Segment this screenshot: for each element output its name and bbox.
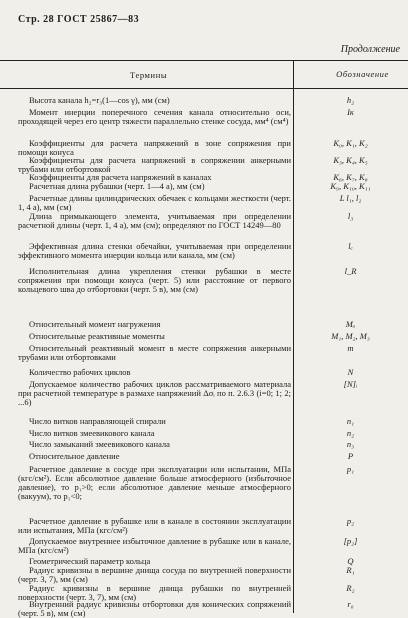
term-text: Расчетное давление в рубашке или в канале в состоянии эксплуатации или испытания, МПа (кгс/см²) [18, 516, 291, 535]
table-row [18, 517, 291, 535]
term-text: Допускаемое внутреннее избыточное давление в рубашке или в канале, МПа (кгс/см²) [18, 536, 291, 555]
symbol-text: K₃, K₄, K₅ [333, 155, 368, 165]
term-text: Радиус кривизны в вершине днища сосуда по внутренней поверхности (черт. 3, 7), мм (см) [18, 565, 291, 584]
table-row [18, 368, 291, 377]
term-text: Количество рабочих циклов [29, 367, 131, 377]
symbol-text: R₁ [346, 565, 355, 575]
table-row [18, 566, 291, 584]
symbol-text: m [347, 343, 354, 353]
symbol-text: K₉, K₁₀, K₁₁ [330, 181, 371, 191]
term-text: Исполнительная длина укрепления стенки рубашки в месте сопряжения при помощи конуса (черт. 5) или расстояние от первого кольцевого шва до отбортовки (черт. 5 в), мм (см) [18, 266, 291, 294]
term-text: Расчетные длины цилиндрических обечаек с кольцами жесткости (черт. 1, 4 а), мм (см) [18, 193, 291, 212]
table-row [18, 452, 291, 461]
term-text: Момент инерции поперечного сечения канала относительно оси, проходящей через его центр тяжести параллельно стенке сосуда, мм⁴ (см⁴) [18, 107, 291, 126]
symbol-text: p₁ [346, 464, 355, 474]
table-row [18, 108, 291, 126]
term-text: Относительный реактивный момент в месте сопряжения анкерными трубами или отбортовками [18, 343, 291, 362]
continuation-label: Продолжение [340, 44, 400, 55]
term-text: Число витков направляющей спирали [29, 416, 166, 426]
table-row [18, 344, 291, 362]
symbol-text: Iк [347, 107, 354, 117]
term-text: Относительный момент нагружения [29, 319, 161, 329]
table-row [18, 242, 291, 260]
term-text: Коэффициенты для расчета напряжений в зоне сопряжения при помощи конуса [18, 138, 291, 157]
term-text: Относительное давление [29, 451, 120, 461]
term-text: Геометрический параметр кольца [29, 556, 151, 566]
table-row [18, 96, 291, 105]
symbol-text: R₂ [346, 583, 355, 593]
term-text: Длина примыкающего элемента, учитываемая при определении расчетной длины (черт. 1, 4 а), мм (см); определяют по ГОСТ 14249—80 [18, 211, 291, 230]
term-text: Коэффициенты для расчета напряжений в сопряжении анкерными трубами или отбортовкой [18, 155, 291, 174]
table-row [18, 332, 291, 341]
term-text: Расчетная длина рубашки (черт. 1—4 а), мм (см) [29, 181, 205, 191]
symbol-text: L l₁, l₂ [339, 193, 362, 203]
term-text: Относительные реактивные моменты [29, 331, 165, 341]
table-row [18, 600, 291, 618]
table-row [18, 537, 291, 555]
table-row [18, 429, 291, 438]
term-text: Эффективная длина стенки обечайки, учитываемая при определении эффективного момента инерции кольца или канала, мм (см) [18, 241, 291, 260]
table-top-rule [0, 60, 408, 61]
symbol-text: lₑ [348, 241, 353, 251]
term-text: Высота канала h₂=r₃(1—cos γ), мм (см) [29, 95, 170, 105]
term-text: Внутренний радиус кривизны отбортовки для конических сопряжений (черт. 5 в), мм (см) [18, 599, 291, 618]
symbol-text: l_R [344, 266, 357, 276]
page-header: Стр. 28 ГОСТ 25867—83 [18, 14, 140, 25]
symbol-text: l₃ [347, 211, 354, 221]
column-divider [293, 60, 294, 613]
table-row [18, 212, 291, 230]
symbol-text: h₂ [346, 95, 355, 105]
symbol-text: Mₐ [345, 319, 356, 329]
term-text: Число витков змеевикового канала [29, 428, 155, 438]
table-row [18, 320, 291, 329]
symbol-text: [N]ᵢ [343, 379, 358, 389]
symbol-text: n₁ [346, 416, 355, 426]
term-text: Коэффициенты для расчета напряжений в каналах [29, 172, 212, 182]
symbol-text: r₀ [347, 599, 354, 609]
term-text: Число замыканий змеевикового канала [29, 439, 170, 449]
symbol-text: n₂ [346, 428, 355, 438]
symbol-text: K₆, K₇, K₈ [333, 172, 368, 182]
symbol-text: [p₂] [343, 536, 358, 546]
term-text: Радиус кривизны в вершине днища рубашки по внутренней поверхности (черт. 3, 7), мм (см) [18, 583, 291, 602]
symbol-text: N [347, 367, 354, 377]
symbol-text: M₁, M₂, M₃ [331, 331, 370, 341]
table-row [18, 182, 291, 191]
symbol-text: K₀, K₁, K₂ [333, 138, 368, 148]
table-row [18, 194, 291, 212]
column-header-terms: Термины [130, 70, 168, 80]
symbol-text: p₂ [346, 516, 355, 526]
table-row [18, 380, 291, 407]
column-header-symbol: Обозначение [336, 69, 389, 79]
term-text: Расчетное давление в сосуде при эксплуатации или испытании, МПа (кгс/см²). Если абсолютное давление больше атмосферного (избыточное давление), то p₁>0; если абсолютное давление меньше атмосферного (вакуум), то p₁<0; [18, 464, 291, 501]
table-header-rule [0, 88, 408, 89]
symbol-text: n₃ [346, 439, 355, 449]
term-text: Допускаемое количество рабочих циклов рассматриваемого материала при расчетной температуре в размахе напряжений Δσᵢ по п. 2.6.3 (i=0; 1; 2; ...6) [18, 379, 291, 407]
table-row [18, 267, 291, 294]
symbol-text: Q [347, 556, 354, 566]
table-row [18, 440, 291, 449]
symbol-text: P [347, 451, 354, 461]
table-row [18, 417, 291, 426]
table-row [18, 465, 291, 501]
